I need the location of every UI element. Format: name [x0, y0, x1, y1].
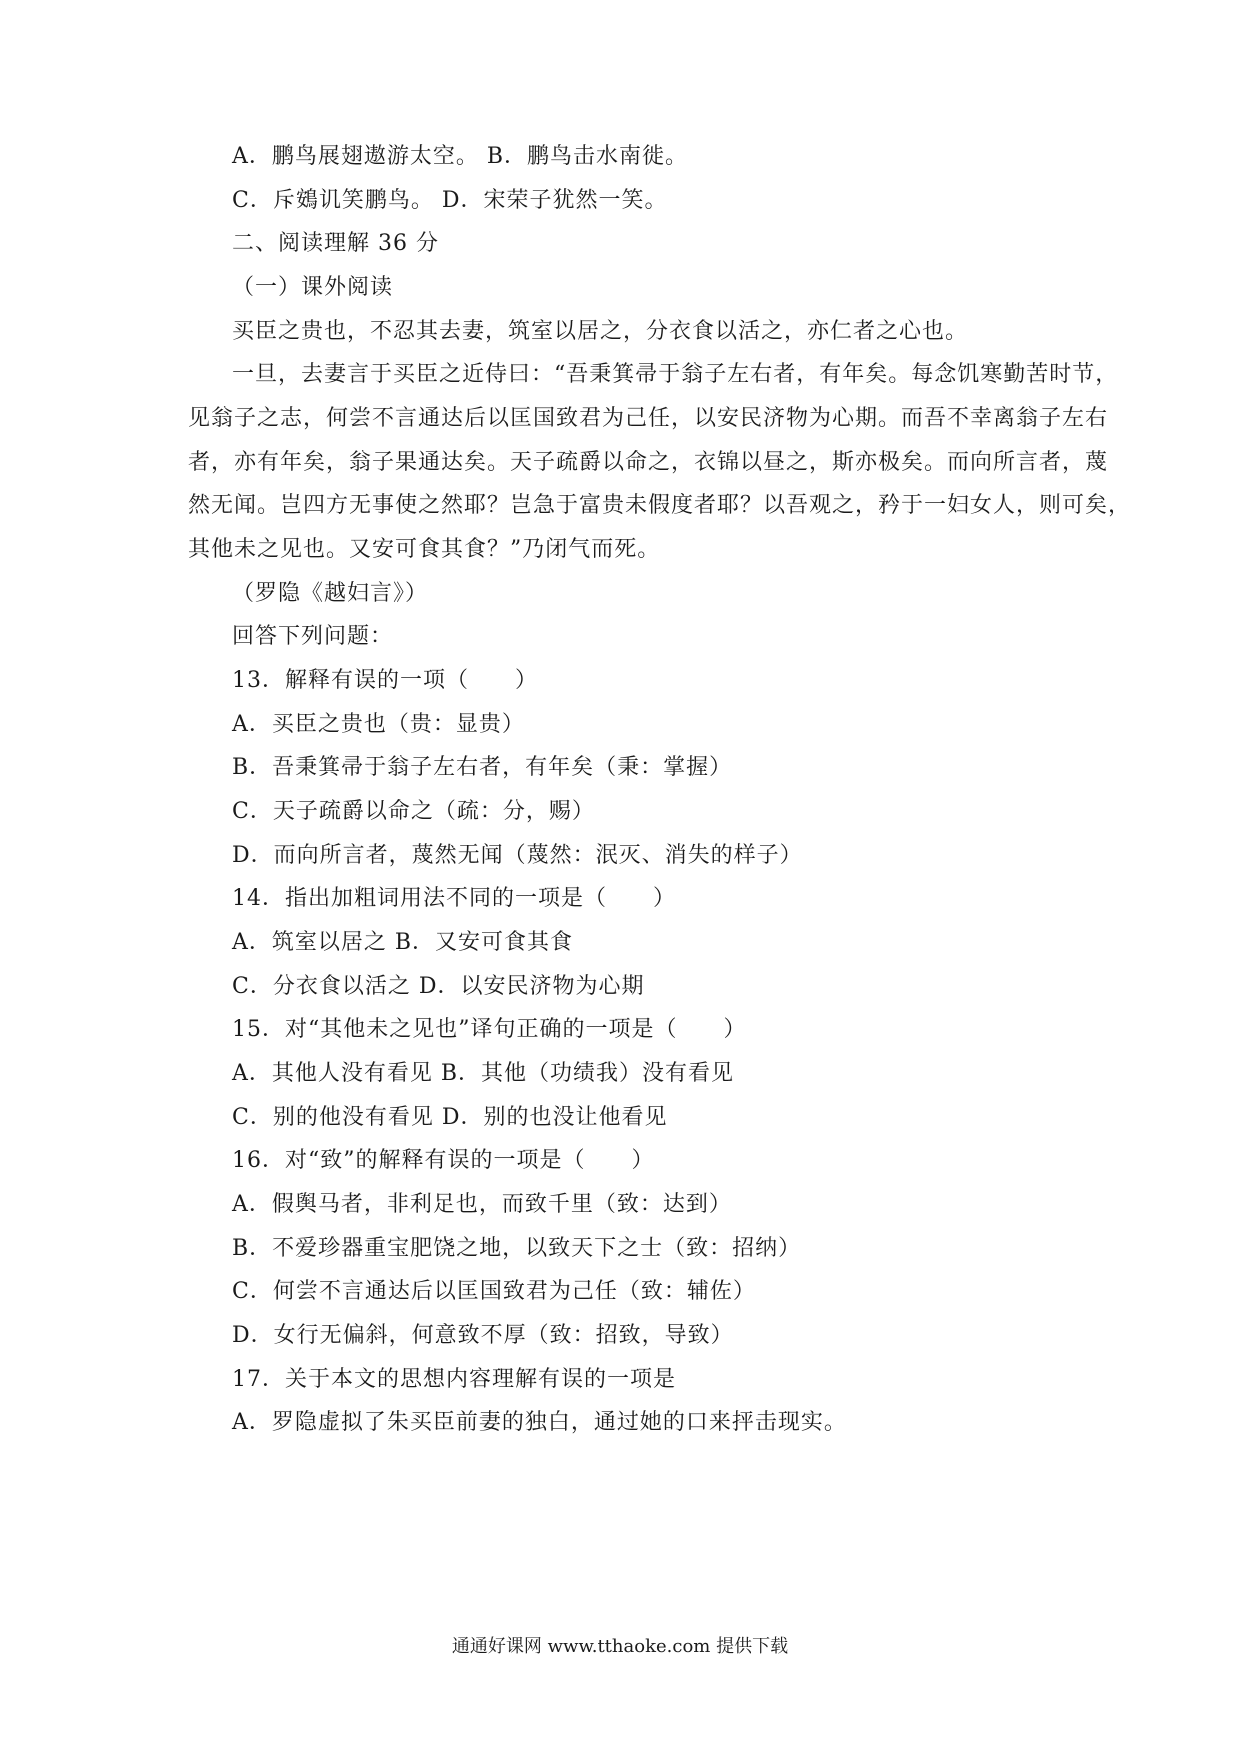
question-15-stem: 15．对“其他未之见也”译句正确的一项是（ ） — [232, 1017, 747, 1042]
passage-line: 见翁子之志，何尝不言通达后以匡国致君为己任，以安民济物为心期。而吾不幸离翁子左右 — [188, 406, 1109, 431]
question-16-option: D．女行无偏斜，何意致不厚（致：招致，导致） — [232, 1323, 734, 1348]
question-13-option: C．天子疏爵以命之（疏：分，赐） — [232, 799, 595, 824]
passage-source: （罗隐《越妇言》） — [232, 581, 429, 606]
passage-paragraph-1: 买臣之贵也，不忍其去妻，筑室以居之，分衣食以活之，亦仁者之心也。 — [232, 319, 969, 344]
section-heading: 二、阅读理解 36 分 — [232, 231, 439, 256]
passage-line: 其他未之见也。又安可食其食？”乃闭气而死。 — [188, 537, 661, 562]
question-14-option: A．筑室以居之 B．又安可食其食 — [232, 930, 574, 955]
page-footer: 通通好课网 www.tthaoke.com 提供下载 — [451, 1636, 789, 1657]
passage-line: 者，亦有年矣，翁子果通达矣。天子疏爵以命之，衣锦以昼之，斯亦极矣。而向所言者，蔑 — [188, 450, 1109, 475]
question-14-stem: 14．指出加粗词用法不同的一项是（ ） — [232, 886, 676, 911]
question-17-option: A．罗隐虚拟了朱买臣前妻的独白，通过她的口来抨击现实。 — [232, 1410, 847, 1435]
instruction: 回答下列问题： — [232, 624, 394, 649]
question-13-option: B．吾秉箕帚于翁子左右者，有年矣（秉：掌握） — [232, 755, 733, 780]
question-16-stem: 16．对“致”的解释有误的一项是（ ） — [232, 1148, 655, 1173]
question-13-option: D．而向所言者，蔑然无闻（蔑然：泯灭、消失的样子） — [232, 843, 803, 868]
question-13-option: A．买臣之贵也（贵：显贵） — [232, 712, 525, 737]
q12-option-line-2: C．斥鴳讥笑鹏鸟。 D．宋荣子犹然一笑。 — [232, 188, 668, 213]
question-14-option: C．分衣食以活之 D．以安民济物为心期 — [232, 974, 645, 999]
question-15-option: A．其他人没有看见 B．其他（功绩我）没有看见 — [232, 1061, 735, 1086]
question-16-option: C．何尝不言通达后以匡国致君为己任（致：辅佐） — [232, 1279, 756, 1304]
question-16-option: A．假舆马者，非利足也，而致千里（致：达到） — [232, 1192, 732, 1217]
question-13-stem: 13．解释有误的一项（ ） — [232, 668, 538, 693]
subsection-heading: （一）课外阅读 — [232, 275, 394, 300]
passage-line: 一旦，去妻言于买臣之近侍曰：“吾秉箕帚于翁子左右者，有年矣。每念饥寒勤苦时节， — [232, 362, 1119, 387]
question-15-option: C．别的他没有看见 D．别的也没让他看见 — [232, 1105, 668, 1130]
question-17-stem: 17．关于本文的思想内容理解有误的一项是 — [232, 1367, 676, 1392]
passage-line: 然无闻。岂四方无事使之然耶？岂急于富贵未假度者耶？以吾观之，矜于一妇女人，则可矣， — [188, 493, 1132, 518]
question-16-option: B．不爱珍器重宝肥饶之地，以致天下之士（致：招纳） — [232, 1236, 802, 1261]
q12-option-line-1: A．鹏鸟展翅遨游太空。 B．鹏鸟击水南徙。 — [232, 144, 689, 169]
